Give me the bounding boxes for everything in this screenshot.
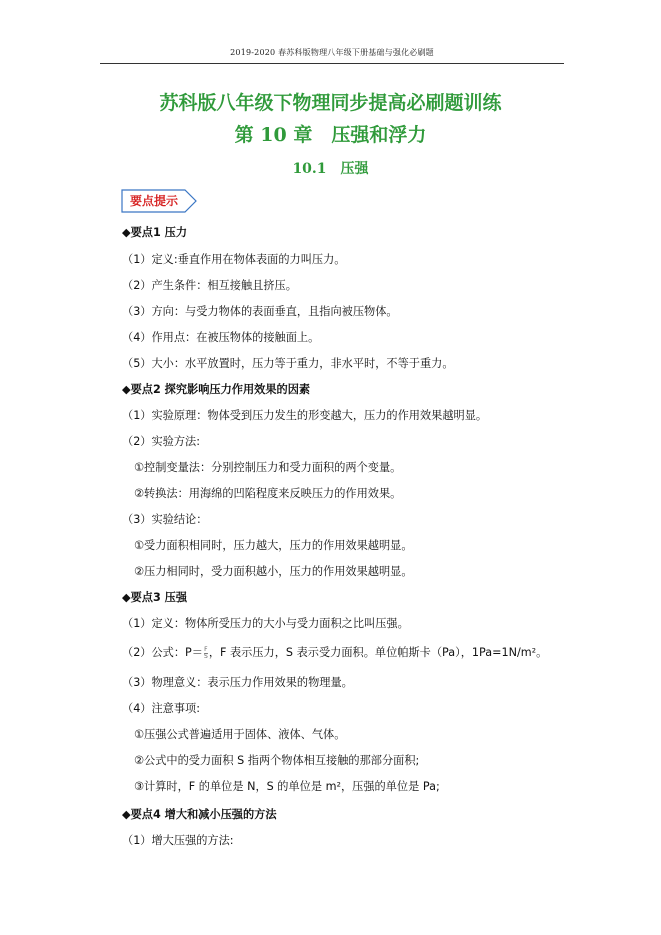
text-line: ①控制变量法：分别控制压力和受力面积的两个变量。 [134,461,402,474]
text-line: （4）注意事项: [122,702,201,715]
text-line: ②转换法：用海绵的凹陷程度来反映压力的作用效果。 [134,487,402,500]
text-line: ②公式中的受力面积 S 指两个物体相互接触的那部分面积; [134,754,420,767]
point-2-heading: ◆要点2 探究影响压力作用效果的因素 [122,383,311,396]
text-line: ③计算时，F 的单位是 N，S 的单位是 m²，压强的单位是 Pa; [134,780,440,793]
formula-suffix: ，F 表示压力，S 表示受力面积。单位帕斯卡（Pa），1Pa=1N/m²。 [208,646,548,659]
text-line: （1）定义:垂直作用在物体表面的力叫压力。 [122,253,346,266]
pressure-fraction [204,647,208,660]
fraction-denominator: S [204,652,208,660]
formula-line [122,644,547,660]
section-title: 10.1 压强 [292,161,369,177]
tag-label: 要点提示 [130,194,179,208]
text-line: （1）实验原理：物体受到压力发生的形变越大，压力的作用效果越明显。 [122,409,488,422]
fraction-numerator: F [204,645,208,653]
text-line: （3）物理意义：表示压力作用效果的物理量。 [122,676,353,689]
text-line: （1）定义：物体所受压力的大小与受力面积之比叫压强。 [122,617,409,630]
text-line: （3）实验结论： [122,513,208,526]
page-header: 2019-2020 春苏科版物理八年级下册基础与强化必刷题 [230,48,434,57]
text-line: （5）大小：水平放置时，压力等于重力，非水平时，不等于重力。 [122,357,454,370]
text-line: （2）产生条件：相互接触且挤压。 [122,279,297,292]
text-line: ①受力面积相同时，压力越大，压力的作用效果越明显。 [134,539,413,552]
text-line: ②压力相同时，受力面积越小，压力的作用效果越明显。 [134,565,413,578]
text-line: （4）作用点：在被压物体的接触面上。 [122,331,320,344]
text-line: （3）方向：与受力物体的表面垂直，且指向被压物体。 [122,305,398,318]
text-line: ①压强公式普遍适用于固体、液体、气体。 [134,728,346,741]
text-line: （2）实验方法: [122,435,201,448]
point-1-heading: ◆要点1 压力 [122,226,188,239]
chapter-title: 第 10 章 压强和浮力 [234,124,427,146]
point-3-heading: ◆要点3 压强 [122,591,188,604]
main-title: 苏科版八年级下物理同步提高必刷题训练 [159,92,502,114]
formula-prefix: （2）公式：P＝ [122,646,203,659]
header-rule [100,63,564,64]
text-line: （1）增大压强的方法: [122,834,234,847]
point-4-heading: ◆要点4 增大和减小压强的方法 [122,808,277,821]
